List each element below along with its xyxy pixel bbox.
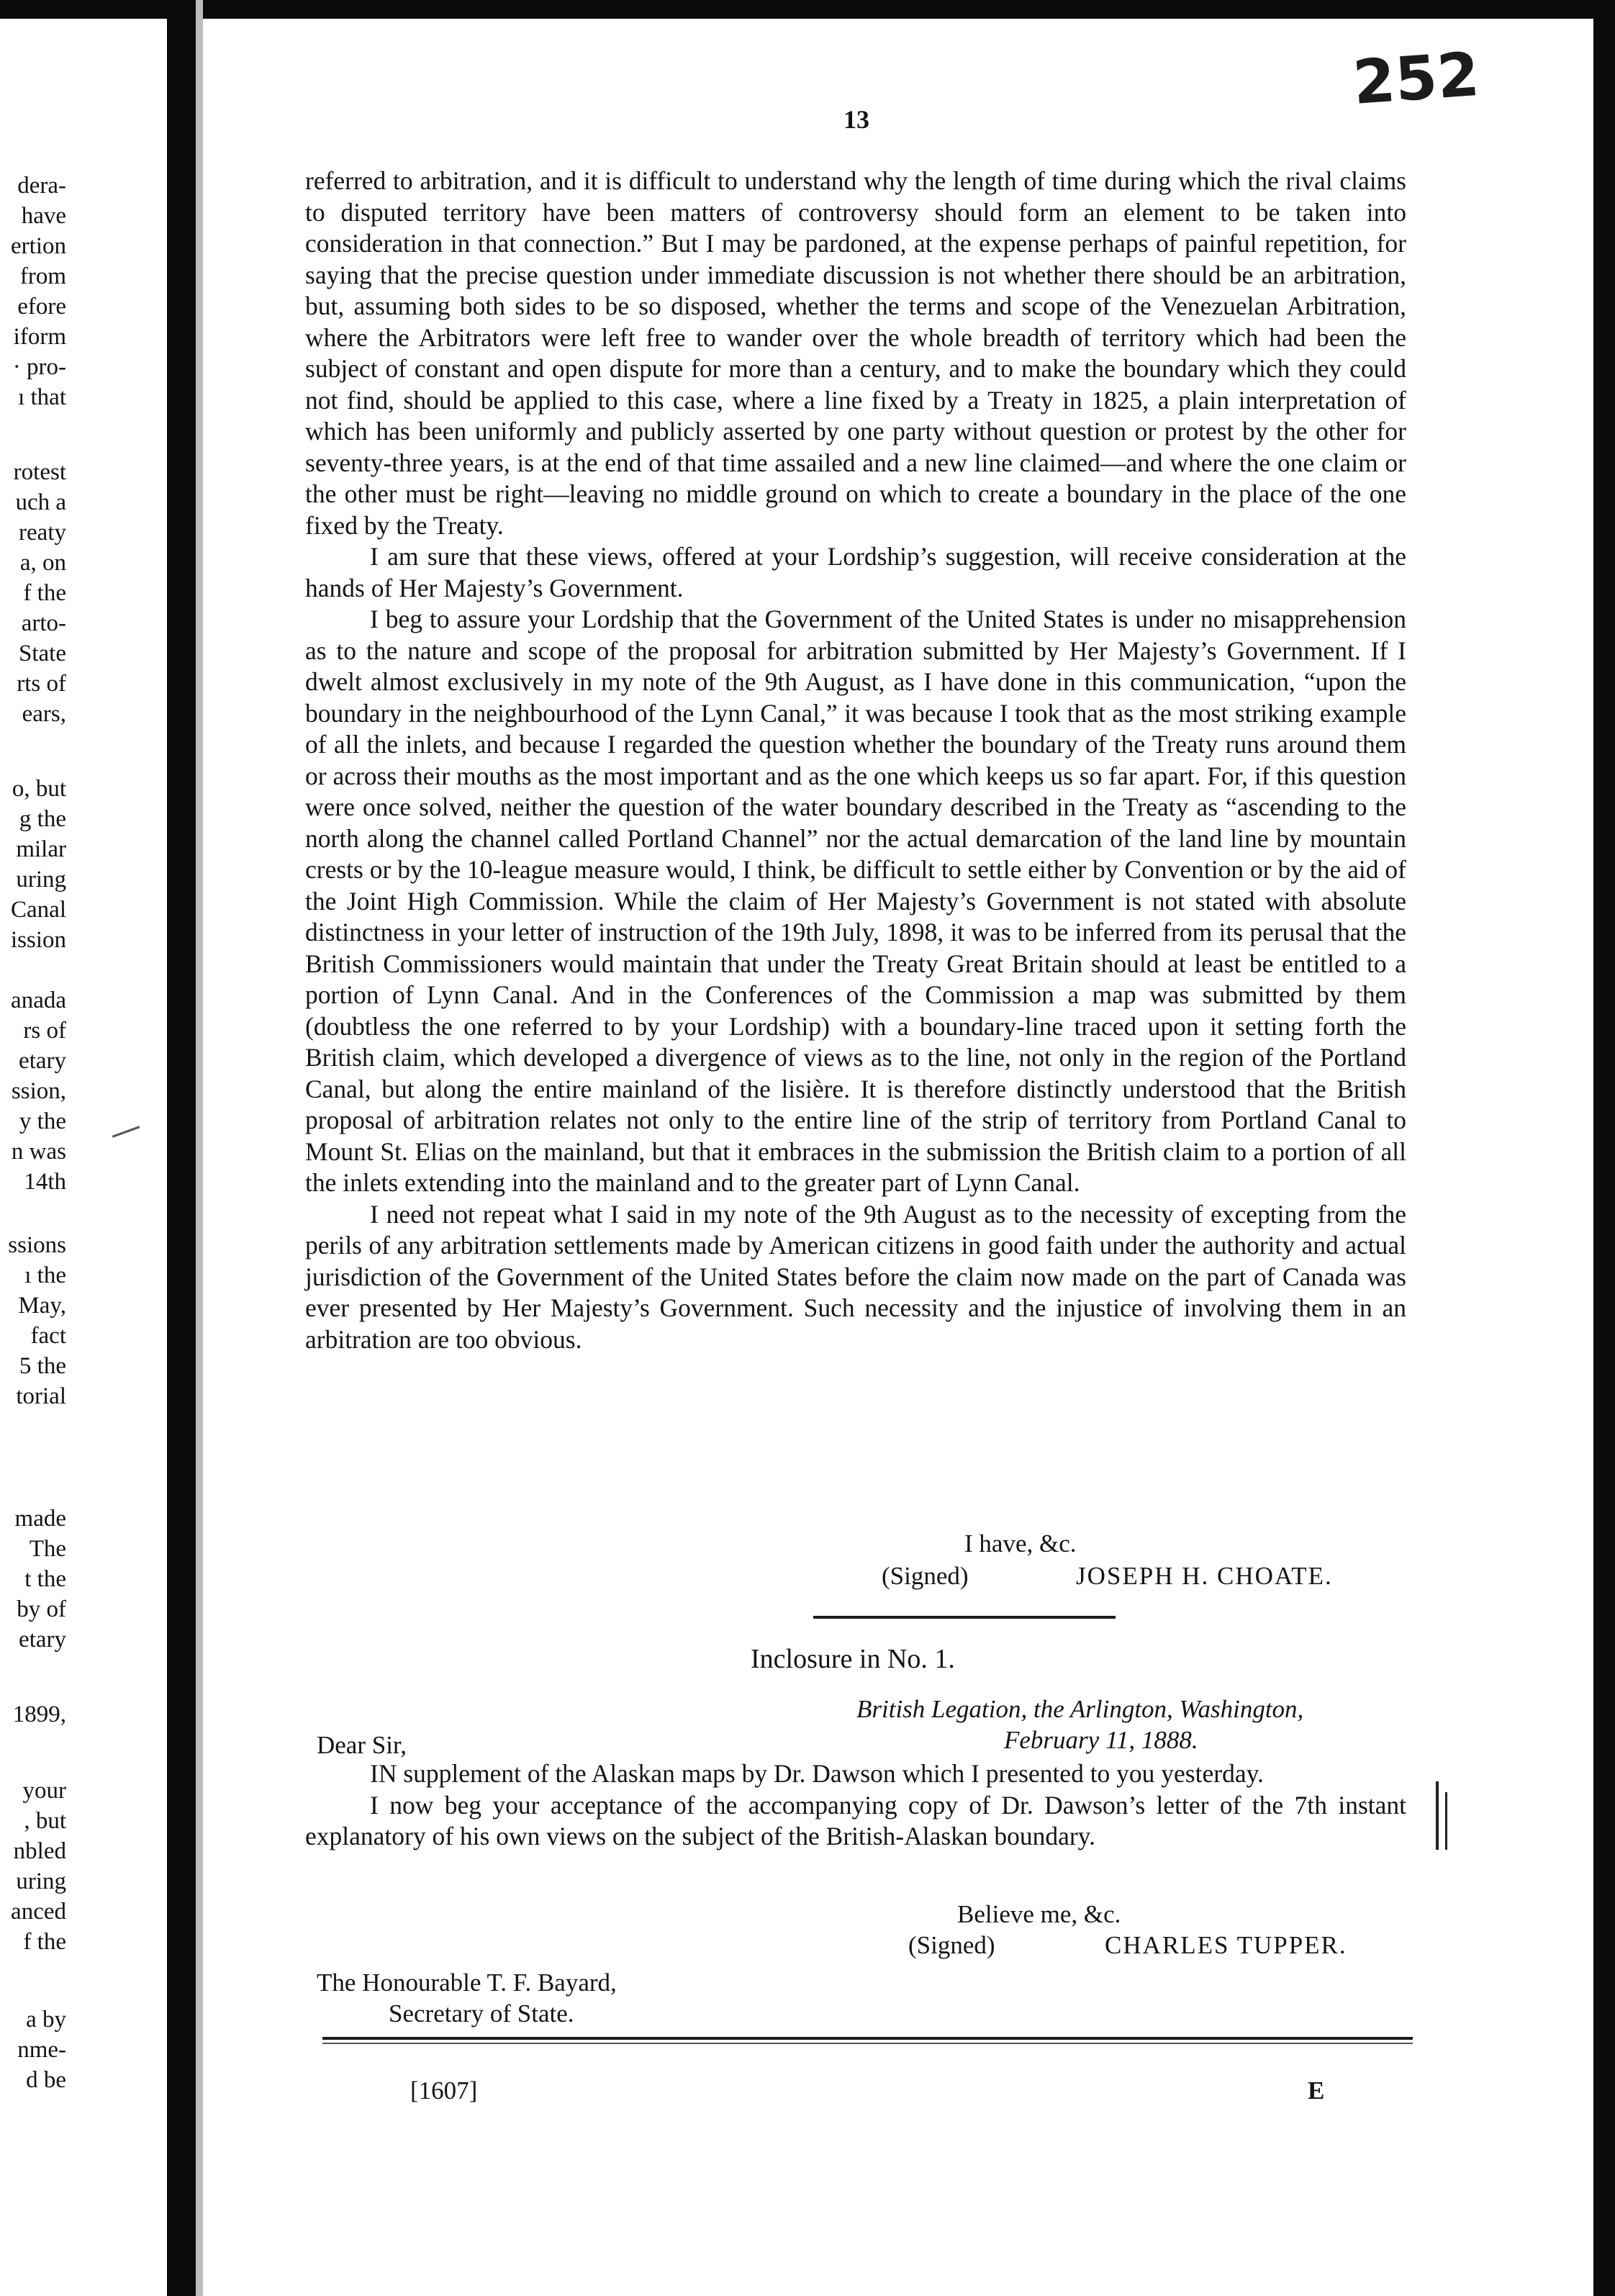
inclosure-signed-label: (Signed) (908, 1931, 995, 1959)
inclosure-heading: Inclosure in No. 1. (751, 1644, 955, 1674)
inclosure-paragraph: I now beg your acceptance of the accompanying copy of Dr. Dawson’s letter of the 7th instant explanatory of his own views on the subject of the British-Alaskan boundary. (305, 1790, 1406, 1850)
left-fragment-line: ission (10, 927, 66, 953)
left-fragment-line: a, on (19, 550, 66, 576)
left-fragment-line: Canal (11, 897, 66, 923)
left-fragment-line: 14th (24, 1169, 66, 1195)
left-fragment-line: have (21, 203, 66, 229)
left-fragment-line: etary (19, 1048, 66, 1074)
left-fragment-line: nbled (13, 1838, 66, 1864)
inclosure-paragraph: IN supplement of the Alaskan maps by Dr. Dawson which I presented to you yesterday. (370, 1759, 1264, 1788)
left-fragment-line: State (19, 641, 66, 666)
left-fragment-line: etary (19, 1627, 66, 1653)
inclosure-closing: Believe me, &c. (957, 1900, 1121, 1928)
signature-mark: E (1308, 2076, 1325, 2105)
inclosure-date: February 11, 1888. (1004, 1726, 1198, 1754)
left-fragment-line: t the (24, 1566, 66, 1592)
scan-right-border (1593, 0, 1615, 2296)
addressee-title: Secretary of State. (389, 1999, 574, 2028)
left-fragment-line: milar (16, 836, 66, 862)
left-fragment-line: o, but (12, 776, 66, 802)
inclosure-body (305, 1758, 1406, 1853)
letter-signed-label: (Signed) (882, 1562, 969, 1590)
left-fragment-line: your (22, 1778, 66, 1804)
addressee-name: The Honourable T. F. Bayard, (317, 1969, 617, 1997)
left-fragment-line: ssion, (11, 1078, 66, 1104)
page-number: 13 (843, 105, 869, 134)
left-fragment-line: from (19, 263, 66, 289)
letter-body (305, 166, 1406, 1355)
left-fragment-line: uring (16, 867, 66, 892)
left-fragment-line: uring (16, 1868, 66, 1894)
left-fragment-line: y the (19, 1108, 66, 1134)
left-fragment-line: ertion (11, 233, 66, 259)
letter-paragraph: I beg to assure your Lordship that the Government of the United States is under no misapprehension as to the nature and scope of the proposal for arbitration submitted by Her Majesty’s Government. If I dwelt almost exclusively in my note of the 9th August, as I have done in this communication, “upon the boundary in the neighbourhood of the Lynn Canal,” it was because I took that as the most striking example of all the inlets, and because I regarded the question whether the boundary of the Treaty runs around them or across their mouths as the most important and as the one which keeps us so far apart. For, if this question were once solved, neither the question of the water boundary described in the Treaty as “ascending to the north along the channel called Portland Channel” nor the actual demarcation of the land line by mountain crests or by the 10-league measure would, I think, be difficult to settle either by Convention or by the aid of the Joint High Commission. While the claim of Her Majesty’s Government is not stated with absolute distinctness in your letter of instruction of the 19th July, 1898, it was to be inferred from its perusal that the British Commissioners would maintain that under the Treaty Great Britain should at least be entitled to a portion of Lynn Canal. And in the Conferences of the Commission a map was submitted by them (doubtless the one referred to by your Lordship) with a boundary-line traced upon it setting forth the British claim, which developed a divergence of views as to the line, not only in the region of the Portland Canal, but along the entire mainland of the lisière. It is therefore distinctly understood that the British proposal of arbitration relates not only to the entire line of the strip of territory from Portland Canal to Mount St. Elias on the mainland, but that it embraces in the submission the British claim to a portion of all the inlets extending into the mainland and to the greater part of Lynn Canal. (305, 605, 1406, 1197)
left-fragment-line: f the (23, 1929, 66, 1955)
left-fragment-line: a by (26, 2007, 66, 2033)
footer-rule (322, 2037, 1413, 2040)
left-fragment-line: arto- (21, 610, 66, 636)
left-fragment-line: anada (11, 987, 66, 1013)
left-fragment-line: 5 the (19, 1353, 66, 1379)
left-fragment-line: n was (11, 1139, 66, 1165)
inclosure-signer: CHARLES TUPPER. (1105, 1931, 1347, 1959)
letter-closing: I have, &c. (964, 1529, 1077, 1558)
left-fragment-line: ears, (22, 701, 66, 727)
letter-signer: JOSEPH H. CHOATE. (1076, 1562, 1333, 1590)
left-fragment-line: iform (13, 324, 66, 350)
left-fragment-line: torial (16, 1383, 66, 1409)
section-divider (813, 1616, 1116, 1619)
left-fragment-line: fact (30, 1323, 66, 1349)
scan-top-border (0, 0, 1615, 19)
left-fragment-line: f the (23, 580, 66, 606)
left-fragment-line: made (14, 1506, 66, 1532)
inclosure-place: British Legation, the Arlington, Washington, (856, 1695, 1304, 1723)
left-fragment-line: , but (24, 1808, 66, 1834)
left-fragment-line: rotest (13, 459, 66, 485)
left-fragment-line: dera- (17, 173, 66, 199)
letter-paragraph: referred to arbitration, and it is difficult to understand why the length of time during which the rival claims to disputed territory have been matters of controversy should form an element to be taken into consideration in that connection.” But I may be pardoned, at the expense perhaps of painful repetition, for saying that the precise question under immediate discussion is not whether there should be an arbitration, but, assuming both sides to be so disposed, whether the terms and scope of the Venezuelan Arbitration, where the Arbitrators were left free to wander over the whole breadth of territory which had been the subject of constant and open dispute for more than a century, and to make the boundary which they could not find, should be applied to this case, where a line fixed by a Treaty in 1825, a plain interpretation of which has been uniformly and publicly asserted by one party without question or protest by the other for seventy-three years, is at the end of that time assailed and a new line claimed—and where the one claim or the other must be right—leaving no middle ground on which to create a boundary in the place of the one fixed by the Treaty. (305, 166, 1406, 540)
inclosure-salutation: Dear Sir, (317, 1731, 407, 1759)
footer-rule (322, 2043, 1413, 2044)
print-number: [1607] (410, 2076, 478, 2105)
left-fragment-line: anced (11, 1899, 66, 1925)
letter-paragraph: I am sure that these views, offered at your Lordship’s suggestion, will receive consideration at the hands of Her Majesty’s Government. (305, 542, 1406, 602)
book-gutter (167, 0, 196, 2296)
left-fragment-line: reaty (19, 520, 66, 546)
left-fragment-line: nme- (17, 2037, 66, 2063)
left-fragment-line: by of (17, 1596, 66, 1622)
left-fragment-line: 1899, (12, 1701, 66, 1727)
left-fragment-line: · pro- (12, 354, 66, 380)
left-fragment-line: The (29, 1536, 66, 1562)
left-fragment-line: ı the (24, 1262, 66, 1288)
left-fragment-line: ssions (8, 1232, 66, 1258)
left-fragment-line: g the (19, 806, 66, 832)
margin-ink-mark (1445, 1792, 1447, 1850)
left-fragment-line: rts of (17, 671, 66, 697)
left-fragment-line: rs of (23, 1018, 66, 1044)
left-fragment-line: d be (26, 2067, 66, 2093)
left-fragment-line: uch a (15, 489, 66, 515)
margin-ink-mark (1436, 1781, 1439, 1850)
left-fragment-line: efore (17, 294, 66, 320)
letter-paragraph: I need not repeat what I said in my note of the 9th August as to the necessity of excepting from the perils of any arbitration settlements made by American citizens in good faith under the authority and actual jurisdiction of the Government of the United States before the claim now made on the part of Canada was ever presented by Her Majesty’s Government. Such necessity and the injustice of involving them in an arbitration are too obvious. (305, 1199, 1406, 1354)
handwritten-folio-number: 252 (1350, 39, 1482, 118)
left-page-fragment (0, 19, 167, 2296)
left-fragment-line: May, (18, 1293, 66, 1319)
left-fragment-line: ı that (18, 384, 66, 410)
margin-pencil-tick (112, 1126, 140, 1138)
gutter-edge (196, 0, 203, 2296)
